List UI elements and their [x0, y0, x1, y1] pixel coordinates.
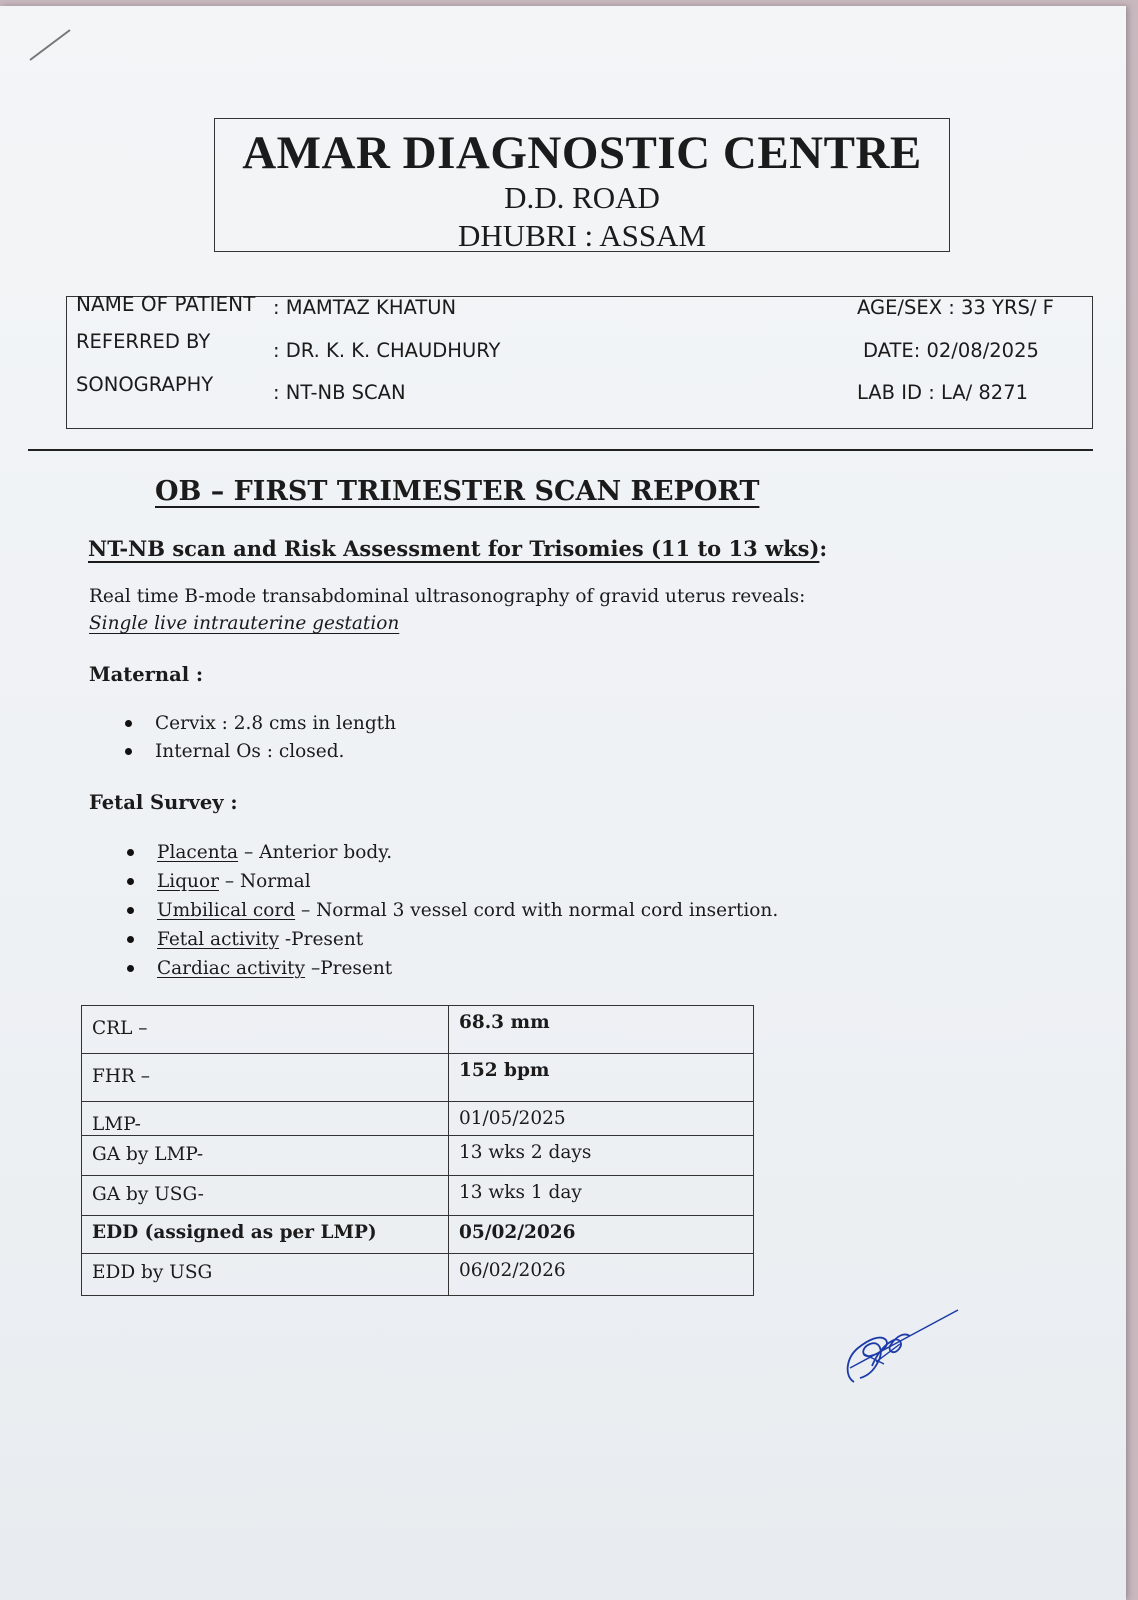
fetal-survey-heading: Fetal Survey : [89, 791, 238, 814]
sonography-value: : NT-NB SCAN [273, 381, 406, 404]
fetal-item [125, 954, 778, 983]
measure-label: GA by USG- [82, 1176, 449, 1216]
table-row [82, 1176, 754, 1216]
lab-id: LAB ID : LA/ 8271 [857, 381, 1029, 404]
fetal-item [125, 896, 778, 925]
table-row [82, 1136, 754, 1176]
fetal-item-text: –Present [305, 958, 393, 979]
referred-by-value: : DR. K. K. CHAUDHURY [273, 339, 501, 362]
maternal-list [123, 710, 396, 766]
pen-mark [28, 28, 78, 68]
signature-graphic [840, 1306, 980, 1396]
measure-label: FHR – [82, 1054, 449, 1102]
fetal-item-text: – Anterior body. [238, 842, 393, 863]
maternal-item: Internal Os : closed. [123, 738, 396, 766]
maternal-heading: Maternal : [89, 663, 204, 686]
address-line-2: DHUBRI : ASSAM [457, 218, 707, 253]
measure-value: 01/05/2025 [449, 1102, 754, 1136]
table-row [82, 1102, 754, 1136]
measure-value: 06/02/2026 [449, 1254, 754, 1296]
report-title: OB – FIRST TRIMESTER SCAN REPORT [155, 476, 760, 507]
table-row [82, 1254, 754, 1296]
fetal-item-text: – Normal [218, 871, 311, 892]
subheading-text: NT-NB scan and Risk Assessment for Trisomies (11 to 13 wks) [88, 536, 820, 561]
measurements-table [81, 1005, 754, 1296]
scan-subheading [88, 536, 827, 561]
patient-name-label: NAME OF PATIENT [76, 292, 256, 316]
table-row [82, 1216, 754, 1254]
measure-label: LMP- [82, 1102, 449, 1136]
measure-label: EDD (assigned as per LMP) [82, 1216, 449, 1254]
patient-name-value: : MAMTAZ KHATUN [273, 296, 457, 319]
measure-value: 68.3 mm [449, 1006, 754, 1054]
report-sheet [0, 6, 1126, 1600]
fetal-survey-list [125, 838, 778, 983]
subheading-colon: : [819, 536, 828, 561]
table-row [82, 1006, 754, 1054]
measure-value: 05/02/2026 [449, 1216, 754, 1254]
report-date: DATE: 02/08/2025 [863, 339, 1039, 362]
fetal-item-label: Placenta [157, 842, 239, 863]
measure-label: CRL – [82, 1006, 449, 1054]
measure-value: 13 wks 1 day [449, 1176, 754, 1216]
measure-value: 13 wks 2 days [449, 1136, 754, 1176]
fetal-item-text: – Normal 3 vessel cord with normal cord insertion. [295, 900, 779, 921]
fetal-item-label: Fetal activity [157, 929, 280, 950]
gestation-text: Single live intrauterine gestation [89, 613, 400, 634]
measure-label: EDD by USG [82, 1254, 449, 1296]
measure-label: GA by LMP- [82, 1136, 449, 1176]
letterhead [214, 118, 950, 252]
age-sex: AGE/SEX : 33 YRS/ F [857, 296, 1054, 319]
address-line-1: D.D. ROAD [504, 180, 660, 215]
centre-name: AMAR DIAGNOSTIC CENTRE [242, 127, 922, 179]
patient-info-box [66, 292, 1093, 429]
fetal-item-label: Umbilical cord [157, 900, 296, 921]
fetal-item-label: Cardiac activity [157, 958, 306, 979]
fetal-item [125, 867, 778, 896]
fetal-item [125, 925, 778, 954]
referred-by-label: REFERRED BY [76, 330, 211, 353]
intro-text: Real time B-mode transabdominal ultrasonography of gravid uterus reveals: [89, 586, 806, 607]
divider-line [28, 449, 1093, 451]
maternal-item: Cervix : 2.8 cms in length [123, 710, 396, 738]
fetal-item-text: -Present [279, 929, 364, 950]
fetal-item-label: Liquor [157, 871, 219, 892]
sonography-label: SONOGRAPHY [76, 373, 214, 396]
measure-value: 152 bpm [449, 1054, 754, 1102]
table-row [82, 1054, 754, 1102]
fetal-item [125, 838, 778, 867]
